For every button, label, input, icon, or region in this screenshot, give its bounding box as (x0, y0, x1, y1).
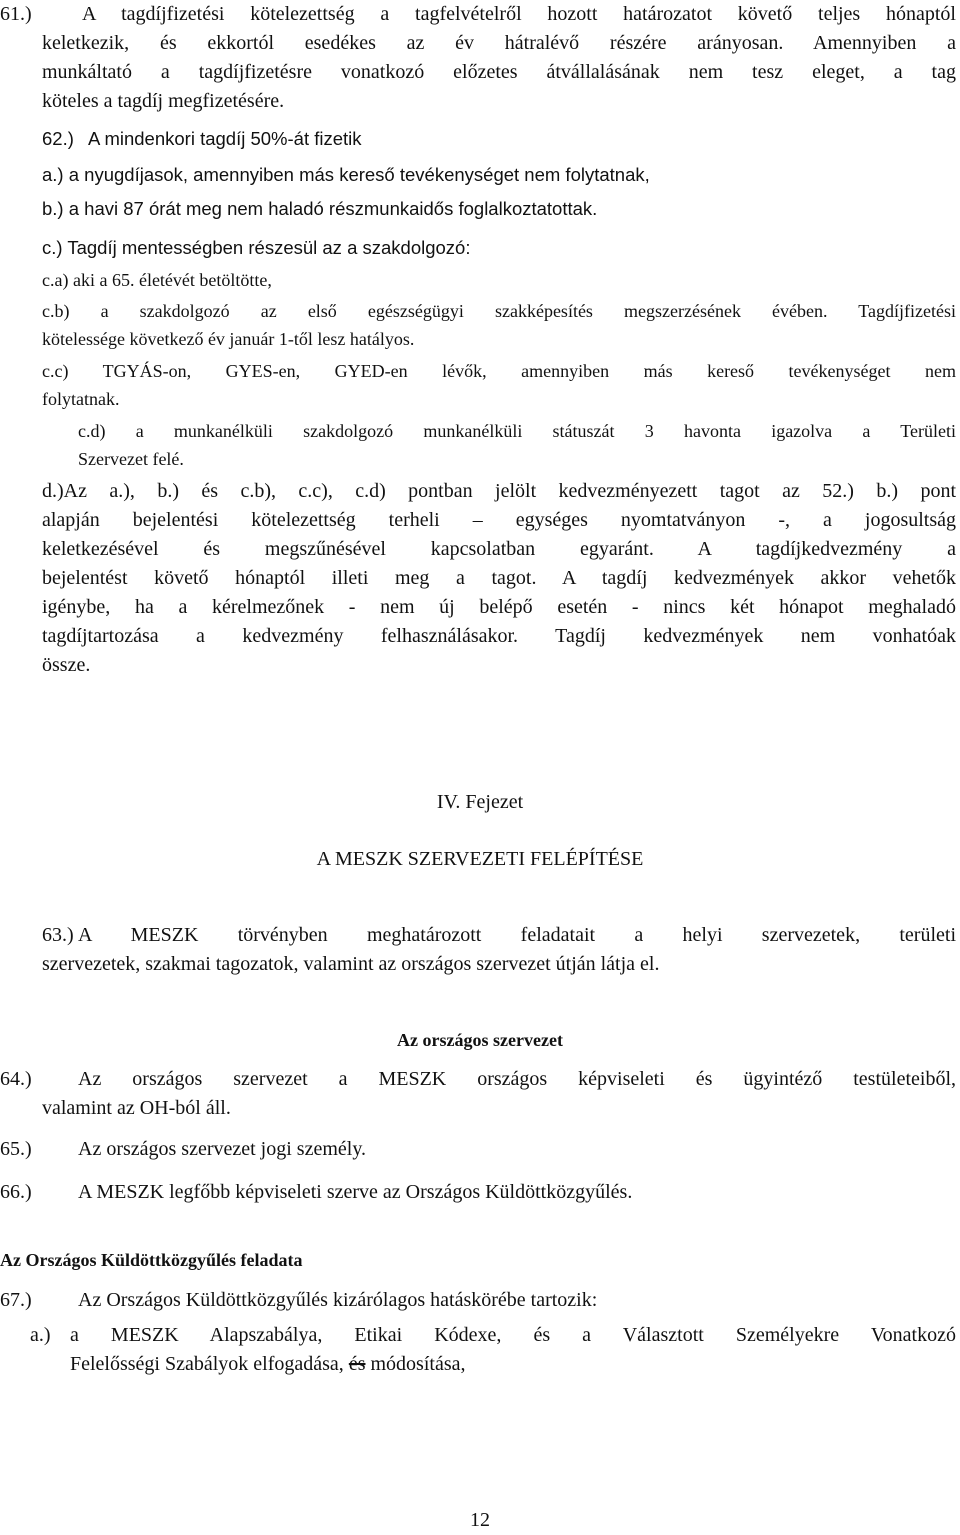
text-line: c.d) a munkanélküli szakdolgozó munkanélküli státuszát 3 havonta igazolva a Területi (78, 421, 956, 441)
paragraph-65 (0, 1135, 956, 1165)
text-line: valamint az OH-ból áll. (42, 1097, 231, 1119)
text-line: d.)Az a.), b.) és c.b), c.c), c.d) pontban jelölt kedvezményezett tagot az 52.) b.) pont (42, 480, 956, 502)
text-line: alapján bejelentési kötelezettség terheli – egységes nyomtatványon -, a jogosultság (42, 509, 956, 531)
paragraph-64 (0, 1065, 956, 1125)
text-line: a MESZK Alapszabálya, Etikai Kódexe, és a Választott Személyekre Vonatkozó (70, 1324, 956, 1346)
paragraph-number: 66.) (0, 1181, 32, 1203)
item-number: a.) (30, 1324, 51, 1346)
paragraph-number: 65.) (0, 1138, 32, 1160)
list-item-cd (78, 417, 956, 473)
paragraph-d (42, 477, 956, 680)
text-line: keletkezésével és megszűnésével kapcsolatban egyaránt. A tagdíjkedvezmény a (42, 538, 956, 560)
text-line: munkáltató a tagdíjfizetésre vonatkozó előzetes átvállalásának nem tesz eleget, a tag (42, 61, 956, 83)
text-line: keletkezik, és ekkortól esedékes az év hátralévő részére arányosan. Amennyiben a (42, 32, 956, 54)
page-number: 12 (470, 1509, 490, 1531)
text-line: folytatnak. (42, 389, 120, 409)
paragraph-text: A mindenkori tagdíj 50%-át fizetik (88, 128, 362, 149)
paragraph-text: Az országos szervezet jogi személy. (78, 1138, 367, 1160)
text-line: köteles a tagdíj megfizetésére. (42, 90, 285, 112)
list-item-c: c.) Tagdíj mentességben részesül az a szakdolgozó: (42, 237, 471, 258)
list-item-cc (42, 357, 956, 413)
paragraph-number: 63.) (42, 924, 74, 946)
paragraph-63 (0, 921, 956, 981)
text-line: c.c) TGYÁS-on, GYES-en, GYED-en lévők, amennyiben más kereső tevékenységet nem (42, 361, 956, 381)
paragraph-text: Az Országos Küldöttközgyűlés kizárólagos hatáskörébe tartozik: (78, 1289, 598, 1311)
paragraph-number: 62.) (42, 128, 74, 149)
paragraph-61 (0, 0, 956, 116)
section-heading: Az országos szervezet (397, 1030, 563, 1050)
struck-text: és (348, 1353, 366, 1375)
text-line: A MESZK törvényben meghatározott feladatait a helyi szervezetek, területi (78, 924, 956, 946)
text-line: szervezetek, szakmai tagozatok, valamint az országos szervezet útján látja el. (42, 953, 660, 975)
paragraph-number: 67.) (0, 1289, 32, 1311)
text-line: Szervezet felé. (78, 449, 184, 469)
text-line: bejelentést követő hónaptól illeti meg a tagot. A tagdíj kedvezmények akkor vehetők (42, 567, 956, 589)
text-line (70, 1350, 465, 1379)
paragraph-66 (0, 1178, 956, 1208)
paragraph-67 (0, 1286, 956, 1316)
text-fragment: Felelősségi Szabályok elfogadása, (70, 1353, 349, 1375)
list-item-cb (42, 297, 956, 353)
list-item-a: a.) a nyugdíjasok, amennyiben más kereső tevékenységet nem folytatnak, (42, 164, 650, 185)
text-fragment: módosítása, (365, 1353, 466, 1375)
text-line: igénybe, ha a kérelmezőnek - nem új belépő esetén - nincs két hónapot meghaladó (42, 596, 956, 618)
paragraph-number: 61.) (0, 3, 32, 25)
section-heading: Az Országos Küldöttközgyűlés feladata (0, 1250, 303, 1270)
list-item-b: b.) a havi 87 órát meg nem haladó részmunkaidős foglalkoztatottak. (42, 198, 598, 219)
paragraph-number: 64.) (0, 1068, 32, 1090)
list-item-67a (0, 1321, 956, 1381)
text-line: Az országos szervezet a MESZK országos képviseleti és ügyintéző testületeiből, (78, 1068, 956, 1090)
text-line: tagdíjtartozása a kedvezmény felhasználásakor. Tagdíj kedvezmények nem vonhatóak (42, 625, 956, 647)
chapter-number: IV. Fejezet (436, 791, 524, 813)
paragraph-text: A MESZK legfőbb képviseleti szerve az Országos Küldöttközgyűlés. (78, 1181, 633, 1203)
text-line: A tagdíjfizetési kötelezettség a tagfelvételről hozott határozatot követő teljes hónaptól (82, 3, 956, 25)
list-item-ca: c.a) aki a 65. életévét betöltötte, (42, 270, 272, 290)
text-line: össze. (42, 654, 91, 676)
text-line: kötelessége következő év január 1-től lesz hatályos. (42, 329, 415, 349)
chapter-title: A MESZK SZERVEZETI FELÉPÍTÉSE (316, 848, 644, 870)
paragraph-62 (0, 124, 956, 154)
text-line: c.b) a szakdolgozó az első egészségügyi szakképesítés megszerzésének évében. Tagdíjfizetési (42, 301, 956, 321)
